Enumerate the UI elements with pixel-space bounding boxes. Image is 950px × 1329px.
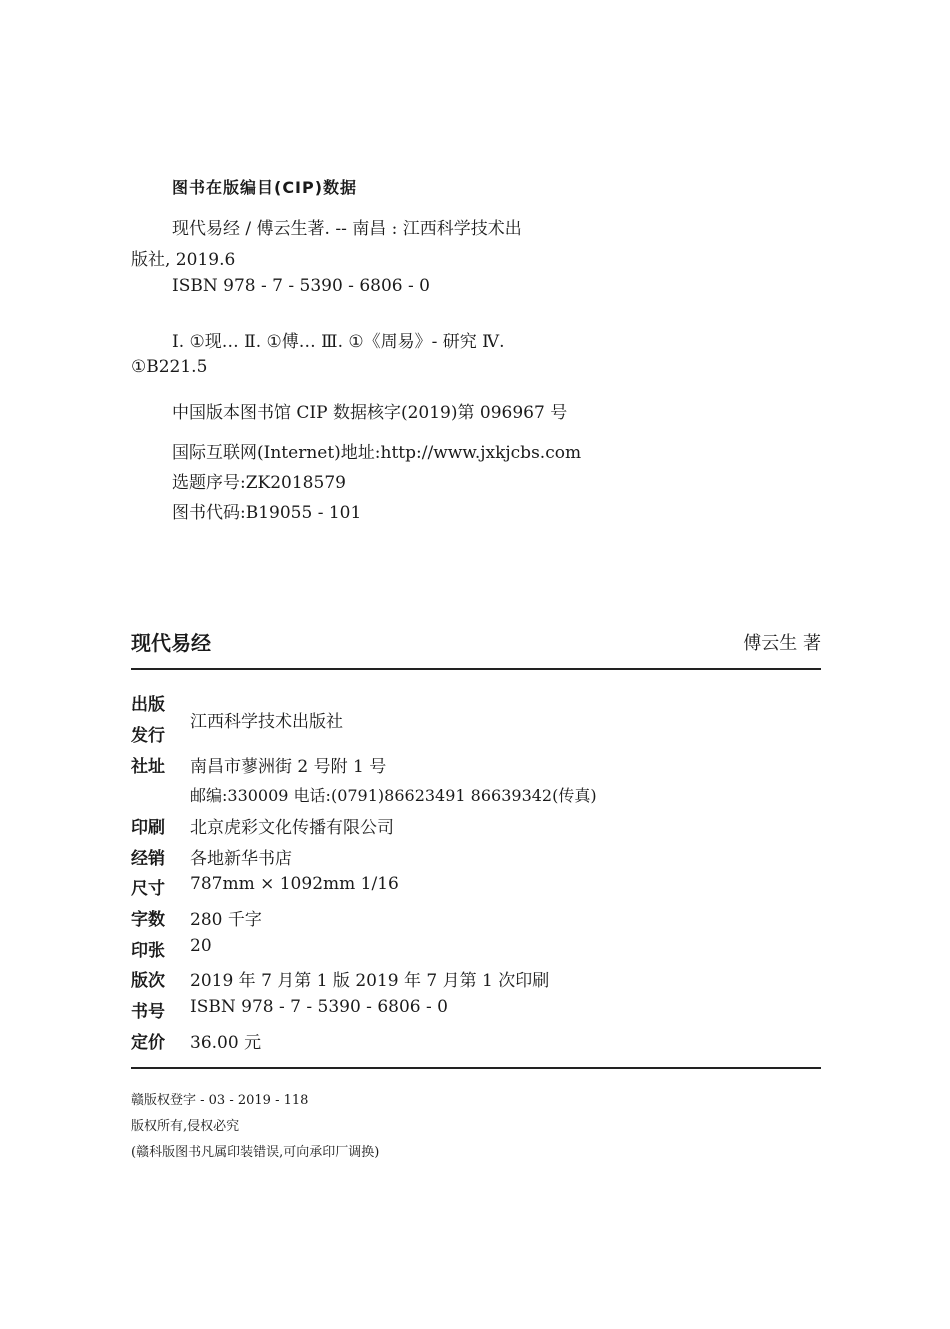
isbn-label: 书号 xyxy=(131,1002,165,1022)
sheets-label: 印张 xyxy=(131,941,165,961)
isbn-value: ISBN 978 - 7 - 5390 - 6806 - 0 xyxy=(190,997,448,1017)
price-value: 36.00 元 xyxy=(190,1033,262,1053)
cip-line-isbn: ISBN 978 - 7 - 5390 - 6806 - 0 xyxy=(172,276,430,296)
top-divider xyxy=(131,668,821,670)
printer-label: 印刷 xyxy=(131,818,165,838)
copyright-notice: 版权所有,侵权必究 xyxy=(131,1119,240,1134)
bottom-divider xyxy=(131,1067,821,1069)
publisher-value: 江西科学技术出版社 xyxy=(190,712,343,732)
distributor-label: 经销 xyxy=(131,849,165,869)
cip-line-title: 现代易经 / 傅云生著. -- 南昌 : 江西科学技术出 xyxy=(172,219,522,239)
edition-value: 2019 年 7 月第 1 版 2019 年 7 月第 1 次印刷 xyxy=(190,971,550,991)
cip-line-website: 国际互联网(Internet)地址:http://www.jxkjcbs.com xyxy=(172,443,582,463)
words-label: 字数 xyxy=(131,910,165,930)
publisher-label-2: 发行 xyxy=(131,726,165,746)
size-value: 787mm × 1092mm 1/16 xyxy=(190,874,399,894)
cip-line-classification: Ⅰ. ①现… Ⅱ. ①傅… Ⅲ. ①《周易》- 研究 Ⅳ. xyxy=(172,332,505,352)
cip-line-book-code: 图书代码:B19055 - 101 xyxy=(172,503,362,523)
price-label: 定价 xyxy=(131,1033,165,1053)
book-author: 傅云生 著 xyxy=(743,633,821,654)
cip-line-publisher: 版社, 2019.6 xyxy=(131,250,236,270)
book-title: 现代易经 xyxy=(131,631,211,655)
cip-line-record: 中国版本图书馆 CIP 数据核字(2019)第 096967 号 xyxy=(172,403,568,423)
distributor-value: 各地新华书店 xyxy=(190,849,292,869)
printer-value: 北京虎彩文化传播有限公司 xyxy=(190,818,394,838)
cip-heading: 图书在版编目(CIP)数据 xyxy=(172,178,358,197)
cip-line-classification-2: ①B221.5 xyxy=(131,357,208,377)
replacement-notice: (赣科版图书凡属印装错误,可向承印厂调换) xyxy=(131,1145,380,1160)
copyright-registration: 赣版权登字 - 03 - 2019 - 118 xyxy=(131,1093,309,1108)
publisher-label-1: 出版 xyxy=(131,695,165,715)
cip-line-topic-number: 选题序号:ZK2018579 xyxy=(172,473,346,493)
edition-label: 版次 xyxy=(131,971,165,991)
words-value: 280 千字 xyxy=(190,910,262,930)
address-label: 社址 xyxy=(131,757,165,777)
size-label: 尺寸 xyxy=(131,879,165,899)
contact-value: 邮编:330009 电话:(0791)86623491 86639342(传真) xyxy=(190,786,597,805)
sheets-value: 20 xyxy=(190,936,212,956)
address-value: 南昌市蓼洲街 2 号附 1 号 xyxy=(190,757,387,777)
